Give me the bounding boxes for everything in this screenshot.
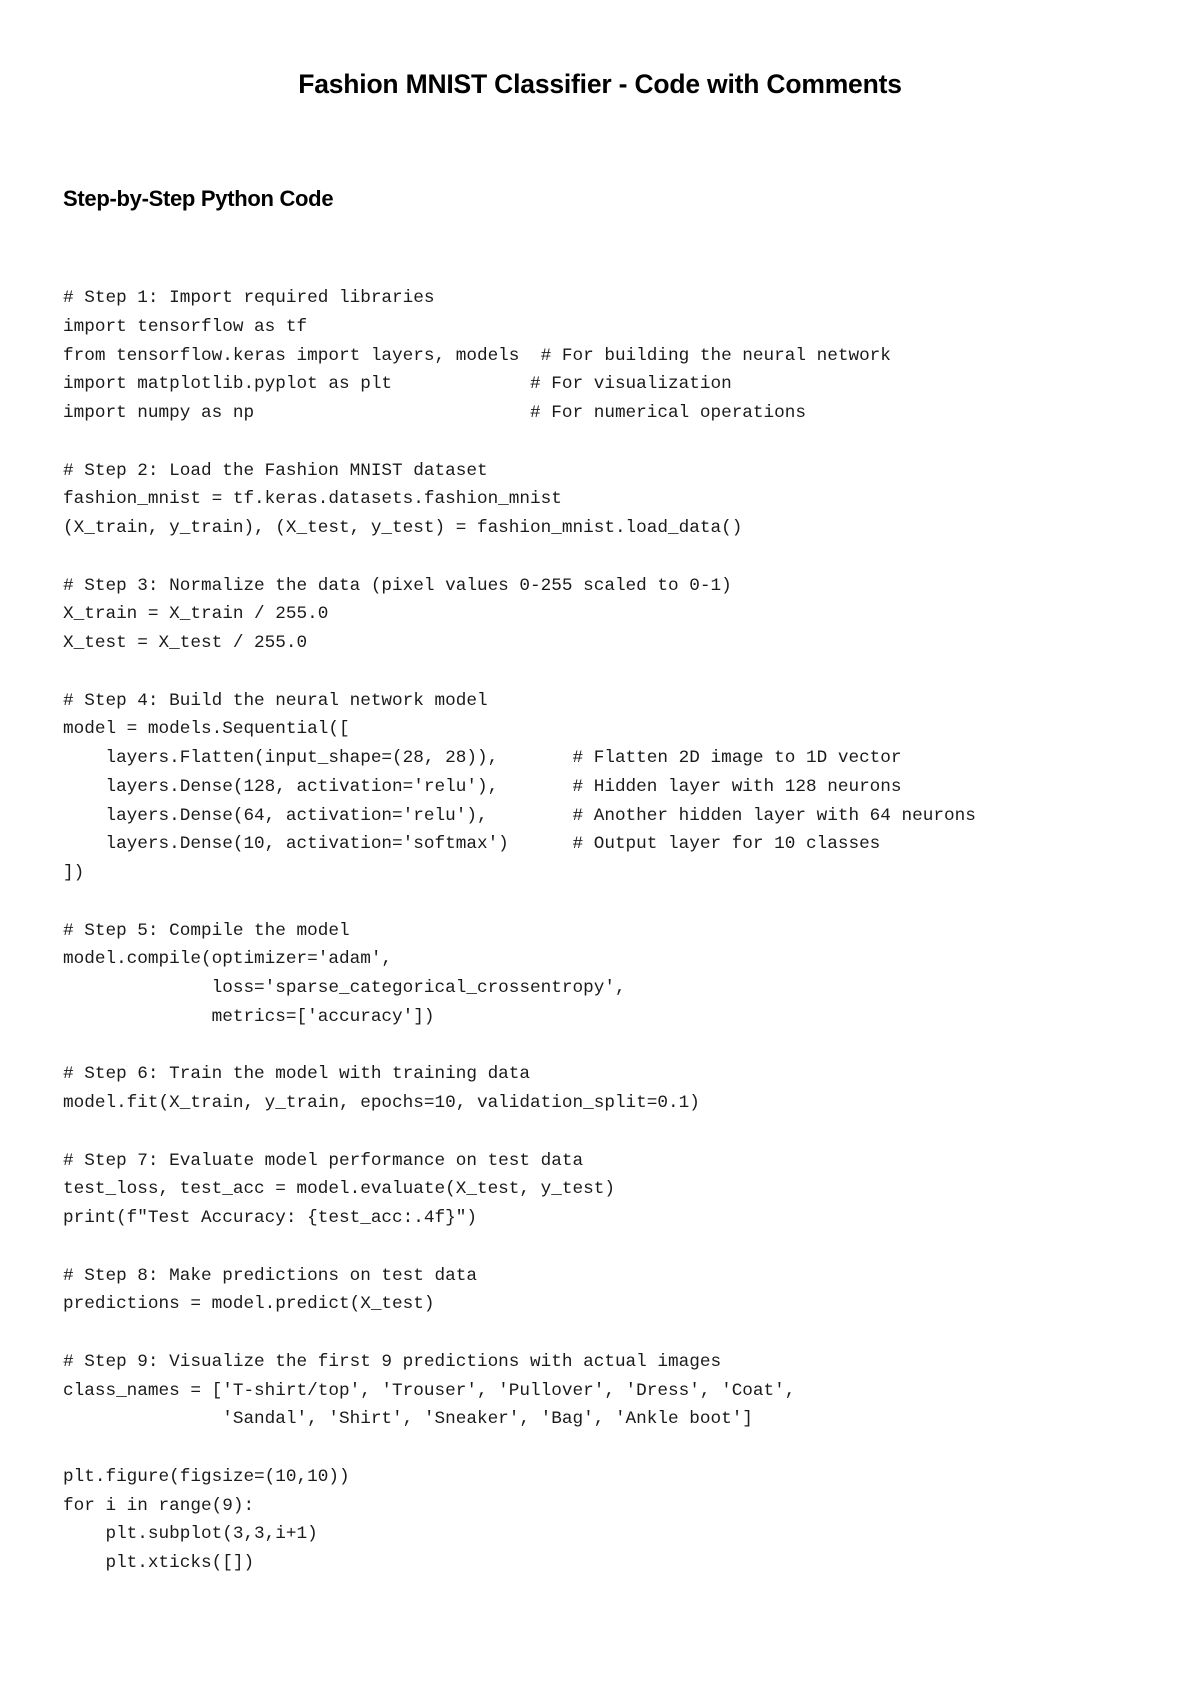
code-line: class_names = ['T-shirt/top', 'Trouser', 'Pullover', 'Dress', 'Coat', <box>63 1380 796 1401</box>
code-line <box>63 1118 1183 1147</box>
code-line: # Step 9: Visualize the first 9 predictions with actual images <box>63 1351 722 1372</box>
code-line: metrics=['accuracy']) <box>63 1006 435 1027</box>
code-line: layers.Dense(128, activation='relu'), # Hidden layer with 128 neurons <box>63 776 902 797</box>
code-line <box>63 543 1183 572</box>
code-line: (X_train, y_train), (X_test, y_test) = fashion_mnist.load_data() <box>63 518 743 538</box>
code-line <box>63 888 1183 917</box>
code-line: ]) <box>63 863 85 883</box>
code-line: layers.Dense(64, activation='relu'), # Another hidden layer with 64 neurons <box>63 805 976 826</box>
code-line: loss='sparse_categorical_crossentropy', <box>63 978 626 998</box>
code-line: X_test = X_test / 255.0 <box>63 633 308 653</box>
code-line: 'Sandal', 'Shirt', 'Sneaker', 'Bag', 'Ankle boot'] <box>63 1409 753 1430</box>
code-line: from tensorflow.keras import layers, models # For building the neural network <box>63 345 891 366</box>
code-line <box>63 1032 1183 1061</box>
section-heading: Step-by-Step Python Code <box>63 186 334 211</box>
code-line: import tensorflow as tf <box>63 316 308 337</box>
code-line: # Step 7: Evaluate model performance on test data <box>63 1150 584 1171</box>
code-line: # Step 3: Normalize the data (pixel values 0-255 scaled to 0-1) <box>63 575 732 596</box>
code-line <box>63 1434 1183 1463</box>
code-line: test_loss, test_acc = model.evaluate(X_test, y_test) <box>63 1179 615 1200</box>
code-line: X_train = X_train / 255.0 <box>63 604 329 625</box>
code-line: # Step 4: Build the neural network model <box>63 690 488 711</box>
code-line: fashion_mnist = tf.keras.datasets.fashion_mnist <box>63 489 562 510</box>
code-line <box>63 1233 1183 1262</box>
code-line: # Step 1: Import required libraries <box>63 288 435 308</box>
code-block <box>63 284 1183 1578</box>
code-line: predictions = model.predict(X_test) <box>63 1294 435 1315</box>
document-title: Fashion MNIST Classifier - Code with Comments <box>298 69 902 99</box>
code-line: model.fit(X_train, y_train, epochs=10, validation_split=0.1) <box>63 1093 700 1113</box>
code-line: import numpy as np # For numerical operations <box>63 403 806 423</box>
code-line: # Step 8: Make predictions on test data <box>63 1265 477 1286</box>
code-line: plt.figure(figsize=(10,10)) <box>63 1466 350 1487</box>
code-line <box>63 428 1183 457</box>
code-line: for i in range(9): <box>63 1495 255 1516</box>
code-line: plt.subplot(3,3,i+1) <box>63 1524 318 1545</box>
code-line: layers.Dense(10, activation='softmax') # Output layer for 10 classes <box>63 834 881 855</box>
code-line: # Step 2: Load the Fashion MNIST dataset <box>63 460 488 481</box>
code-line <box>63 1319 1183 1348</box>
code-line: # Step 5: Compile the model <box>63 920 350 941</box>
code-line <box>63 658 1183 687</box>
code-line: print(f"Test Accuracy: {test_acc:.4f}") <box>63 1208 477 1228</box>
code-line: plt.xticks([]) <box>63 1553 255 1573</box>
code-line: import matplotlib.pyplot as plt # For visualization <box>63 374 732 395</box>
code-line: layers.Flatten(input_shape=(28, 28)), # Flatten 2D image to 1D vector <box>63 748 902 768</box>
code-line: # Step 6: Train the model with training data <box>63 1064 531 1085</box>
code-line: model.compile(optimizer='adam', <box>63 949 393 970</box>
code-line: model = models.Sequential([ <box>63 719 350 740</box>
